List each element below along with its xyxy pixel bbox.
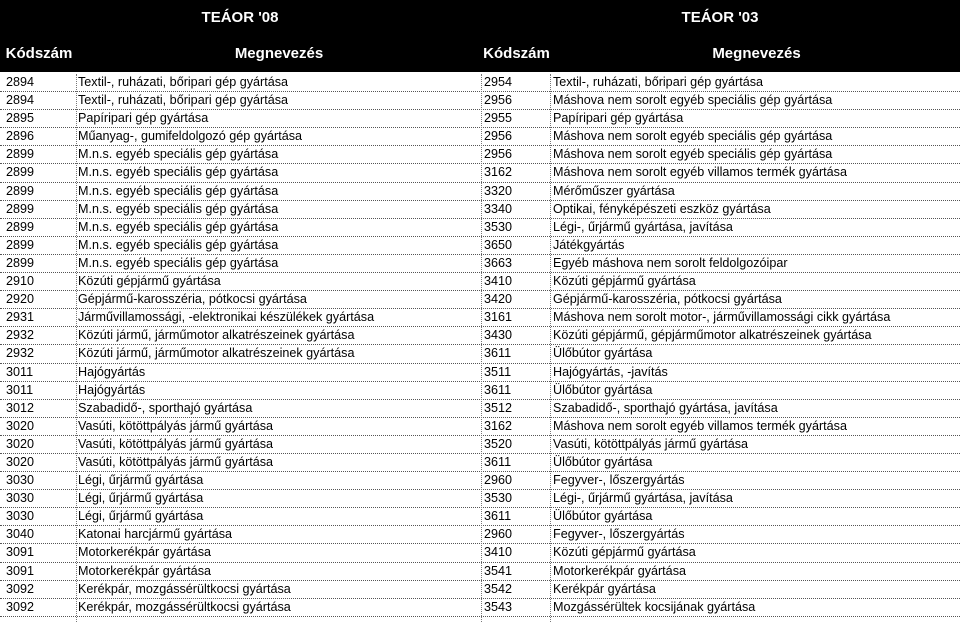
name-2008-cell: M.n.s. egyéb speciális gép gyártása	[78, 165, 279, 180]
table-row	[0, 74, 960, 92]
code-2003-cell: 2956	[484, 129, 513, 144]
table-row	[0, 183, 960, 201]
code-2008-cell: 2910	[6, 274, 35, 289]
name-2008-cell: Gépjármű-karosszéria, pótkocsi gyártása	[78, 292, 307, 307]
name-2008-cell: Közúti jármű, járműmotor alkatrészeinek gyártása	[78, 328, 355, 343]
code-2008-cell: 2896	[6, 129, 35, 144]
code-2003-cell: 3520	[484, 436, 513, 451]
name-2008-cell: Közúti gépjármű gyártása	[78, 274, 221, 289]
code-2008-cell: 2931	[6, 310, 35, 325]
table-body	[0, 74, 960, 617]
table-row	[0, 219, 960, 237]
name-2003-cell: Máshova nem sorolt egyéb speciális gép gyártása	[553, 93, 833, 108]
code-2003-cell: 3512	[484, 400, 513, 415]
table-row	[0, 237, 960, 255]
column-header-code-08: Kódszám	[5, 45, 73, 62]
name-2008-cell: Kerékpár, mozgássérültkocsi gyártása	[78, 581, 291, 596]
name-2003-cell: Közúti gépjármű gyártása	[553, 274, 696, 289]
code-2003-cell: 3541	[484, 563, 513, 578]
table-row	[0, 128, 960, 146]
code-2008-cell: 3011	[6, 364, 34, 379]
table-column-header	[0, 36, 960, 72]
table-row	[0, 599, 960, 617]
code-2008-cell: 2920	[6, 292, 35, 307]
table-row	[0, 581, 960, 599]
name-2003-cell: Egyéb máshova nem sorolt feldolgozóipar	[553, 255, 788, 270]
name-2008-cell: Szabadidő-, sporthajó gyártása	[78, 400, 253, 415]
code-2003-cell: 3162	[484, 418, 513, 433]
name-2008-cell: Hajógyártás	[78, 364, 146, 379]
table-row	[0, 164, 960, 182]
code-2008-cell: 2899	[6, 201, 35, 216]
code-2008-cell: 3040	[6, 527, 35, 542]
name-2003-cell: Légi-, űrjármű gyártása, javítása	[553, 219, 733, 234]
name-2003-cell: Közúti gépjármű, gépjárműmotor alkatrészeinek gyártása	[553, 328, 872, 343]
name-2003-cell: Hajógyártás, -javítás	[553, 364, 668, 379]
name-2003-cell: Fegyver-, lőszergyártás	[553, 527, 685, 542]
table-row	[0, 490, 960, 508]
code-2003-cell: 2956	[484, 147, 513, 162]
code-2008-cell: 3030	[6, 473, 35, 488]
column-divider	[481, 74, 483, 622]
column-divider	[76, 74, 78, 622]
code-2003-cell: 3542	[484, 581, 513, 596]
code-2008-cell: 2899	[6, 255, 35, 270]
name-2003-cell: Ülőbútor gyártása	[553, 346, 653, 361]
name-2008-cell: Vasúti, kötöttpályás jármű gyártása	[78, 418, 274, 433]
code-2003-cell: 3611	[484, 346, 512, 361]
code-2003-cell: 3420	[484, 292, 513, 307]
name-2003-cell: Máshova nem sorolt egyéb villamos termék gyártása	[553, 165, 847, 180]
table-row	[0, 309, 960, 327]
code-2003-cell: 3430	[484, 328, 513, 343]
code-2008-cell: 2932	[6, 346, 35, 361]
name-2003-cell: Gépjármű-karosszéria, pótkocsi gyártása	[553, 292, 782, 307]
table-row	[0, 436, 960, 454]
code-2003-cell: 3530	[484, 219, 513, 234]
name-2003-cell: Máshova nem sorolt egyéb villamos termék gyártása	[553, 418, 847, 433]
table-row	[0, 345, 960, 363]
code-2008-cell: 3091	[6, 545, 35, 560]
code-2003-cell: 3543	[484, 599, 513, 614]
table-row	[0, 110, 960, 128]
code-2003-cell: 2954	[484, 75, 513, 89]
table-row	[0, 400, 960, 418]
code-2003-cell: 2960	[484, 527, 513, 542]
name-2003-cell: Vasúti, kötöttpályás jármű gyártása	[553, 436, 749, 451]
name-2008-cell: Katonai harcjármű gyártása	[78, 527, 233, 542]
name-2008-cell: Vasúti, kötöttpályás jármű gyártása	[78, 454, 274, 469]
name-2008-cell: Papíripari gép gyártása	[78, 111, 209, 126]
name-2008-cell: M.n.s. egyéb speciális gép gyártása	[78, 219, 279, 234]
code-2008-cell: 3092	[6, 581, 35, 596]
code-2008-cell: 3012	[6, 400, 35, 415]
group-header-teaor-03: TEÁOR '03	[681, 9, 759, 26]
table-row	[0, 544, 960, 562]
name-2003-cell: Fegyver-, lőszergyártás	[553, 473, 685, 488]
name-2008-cell: Hajógyártás	[78, 382, 146, 397]
name-2003-cell: Máshova nem sorolt egyéb speciális gép gyártása	[553, 147, 833, 162]
name-2003-cell: Ülőbútor gyártása	[553, 454, 653, 469]
code-2003-cell: 3611	[484, 454, 512, 469]
table-row	[0, 382, 960, 400]
name-2003-cell: Papíripari gép gyártása	[553, 111, 684, 126]
group-header-teaor-08: TEÁOR '08	[201, 9, 279, 26]
code-2003-cell: 3663	[484, 255, 513, 270]
name-2008-cell: Textil-, ruházati, bőripari gép gyártása	[78, 75, 288, 89]
table-row	[0, 291, 960, 309]
code-2003-cell: 3340	[484, 201, 513, 216]
name-2008-cell: Vasúti, kötöttpályás jármű gyártása	[78, 436, 274, 451]
name-2003-cell: Ülőbútor gyártása	[553, 382, 653, 397]
name-2008-cell: Motorkerékpár gyártása	[78, 563, 211, 578]
name-2008-cell: Járművillamossági, -elektronikai készülékek gyártása	[78, 310, 375, 325]
name-2008-cell: M.n.s. egyéb speciális gép gyártása	[78, 147, 279, 162]
column-header-name-03: Megnevezés	[712, 45, 801, 62]
table-row	[0, 201, 960, 219]
code-2003-cell: 3530	[484, 491, 513, 506]
name-2003-cell: Motorkerékpár gyártása	[553, 563, 686, 578]
code-2008-cell: 3030	[6, 491, 35, 506]
name-2008-cell: Motorkerékpár gyártása	[78, 545, 211, 560]
name-2008-cell: M.n.s. egyéb speciális gép gyártása	[78, 183, 279, 198]
name-2008-cell: M.n.s. egyéb speciális gép gyártása	[78, 255, 279, 270]
code-2008-cell: 3092	[6, 599, 35, 614]
code-2008-cell: 3030	[6, 509, 35, 524]
code-2008-cell: 2899	[6, 147, 35, 162]
name-2008-cell: Légi, űrjármű gyártása	[78, 491, 204, 506]
code-2008-cell: 3020	[6, 436, 35, 451]
name-2008-cell: Közúti jármű, járműmotor alkatrészeinek gyártása	[78, 346, 355, 361]
code-2008-cell: 2894	[6, 75, 35, 89]
name-2003-cell: Mozgássérültek kocsijának gyártása	[553, 599, 756, 614]
code-2003-cell: 3511	[484, 364, 512, 379]
table-row	[0, 526, 960, 544]
code-2008-cell: 2899	[6, 237, 35, 252]
code-2008-cell: 3091	[6, 563, 35, 578]
table-row	[0, 508, 960, 526]
code-2008-cell: 3020	[6, 454, 35, 469]
table-row	[0, 472, 960, 490]
table-row	[0, 146, 960, 164]
code-2003-cell: 3410	[484, 274, 513, 289]
code-2008-cell: 2895	[6, 111, 35, 126]
table-row	[0, 92, 960, 110]
table-row	[0, 563, 960, 581]
table-group-header	[0, 0, 960, 36]
code-2008-cell: 3011	[6, 382, 34, 397]
code-2003-cell: 3320	[484, 183, 513, 198]
code-2008-cell: 2899	[6, 183, 35, 198]
code-2008-cell: 2932	[6, 328, 35, 343]
column-header-name-08: Megnevezés	[234, 45, 324, 62]
code-2003-cell: 2955	[484, 111, 513, 126]
code-2003-cell: 3611	[484, 382, 512, 397]
name-2008-cell: M.n.s. egyéb speciális gép gyártása	[78, 237, 279, 252]
name-2003-cell: Máshova nem sorolt motor-, járművillamossági cikk gyártása	[553, 310, 891, 325]
name-2003-cell: Máshova nem sorolt egyéb speciális gép gyártása	[553, 129, 833, 144]
name-2003-cell: Optikai, fényképészeti eszköz gyártása	[553, 201, 771, 216]
name-2003-cell: Játékgyártás	[553, 237, 625, 252]
name-2008-cell: Műanyag-, gumifeldolgozó gép gyártása	[78, 129, 303, 144]
code-2003-cell: 3162	[484, 165, 513, 180]
code-2003-cell: 2960	[484, 473, 513, 488]
table-row	[0, 255, 960, 273]
code-2008-cell: 2899	[6, 219, 35, 234]
name-2008-cell: Légi, űrjármű gyártása	[78, 509, 204, 524]
code-2003-cell: 3611	[484, 509, 512, 524]
code-2008-cell: 2899	[6, 165, 35, 180]
table-row	[0, 273, 960, 291]
name-2008-cell: M.n.s. egyéb speciális gép gyártása	[78, 201, 279, 216]
name-2003-cell: Mérőműszer gyártása	[553, 183, 675, 198]
column-divider	[550, 74, 552, 622]
name-2003-cell: Közúti gépjármű gyártása	[553, 545, 696, 560]
name-2003-cell: Textil-, ruházati, bőripari gép gyártása	[553, 75, 763, 89]
name-2003-cell: Légi-, űrjármű gyártása, javítása	[553, 491, 733, 506]
code-2008-cell: 3020	[6, 418, 35, 433]
name-2008-cell: Textil-, ruházati, bőripari gép gyártása	[78, 93, 288, 108]
table-row	[0, 327, 960, 345]
table-row	[0, 364, 960, 382]
name-2003-cell: Kerékpár gyártása	[553, 581, 656, 596]
table-row	[0, 418, 960, 436]
column-header-code-03: Kódszám	[483, 45, 550, 62]
table-row	[0, 454, 960, 472]
code-2003-cell: 2956	[484, 93, 513, 108]
code-2003-cell: 3410	[484, 545, 513, 560]
name-2008-cell: Kerékpár, mozgássérültkocsi gyártása	[78, 599, 291, 614]
code-2003-cell: 3650	[484, 237, 513, 252]
code-2008-cell: 2894	[6, 93, 35, 108]
name-2008-cell: Légi, űrjármű gyártása	[78, 473, 204, 488]
name-2003-cell: Ülőbútor gyártása	[553, 509, 653, 524]
code-2003-cell: 3161	[484, 310, 513, 325]
name-2003-cell: Szabadidő-, sporthajó gyártása, javítása	[553, 400, 778, 415]
